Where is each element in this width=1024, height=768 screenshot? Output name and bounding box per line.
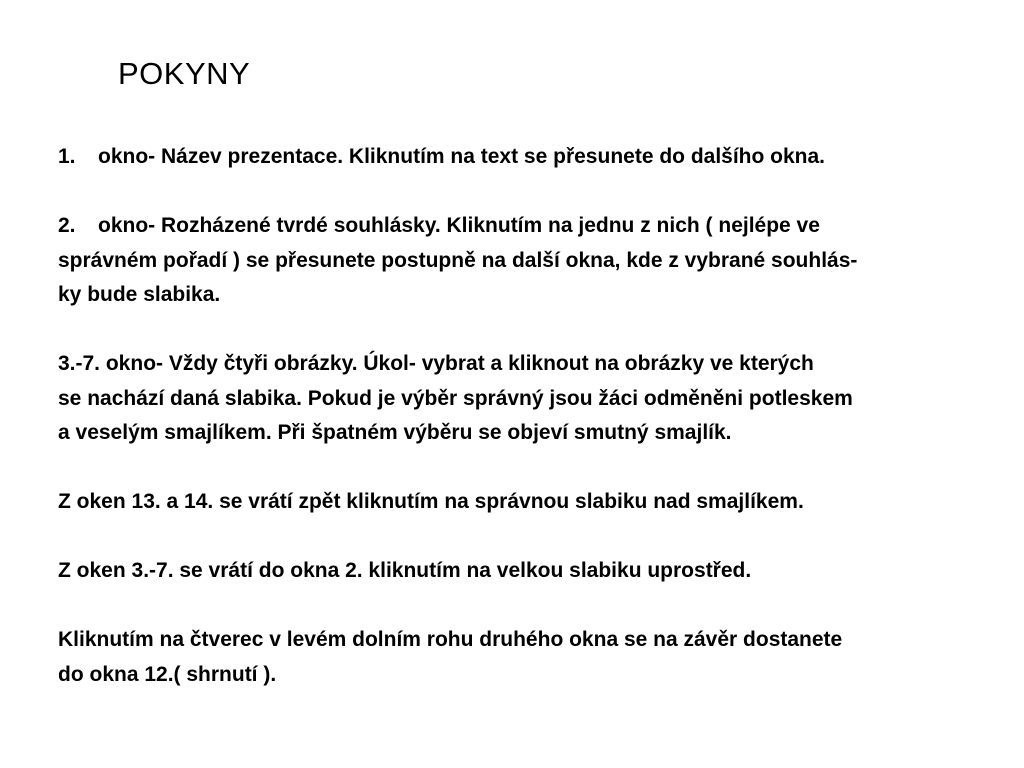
instruction-line: [58, 140, 1008, 175]
instruction-paragraph-3-7: [58, 347, 1008, 451]
slide-title: POKYNY: [118, 56, 251, 91]
instruction-paragraph-13-14: [58, 485, 1008, 520]
instruction-line: ky bude slabika.: [58, 283, 221, 306]
instruction-line: Kliknutím na čtverec v levém dolním rohu druhého okna se na závěr dostanete: [58, 628, 843, 651]
item-number: 1.: [58, 145, 76, 168]
instruction-line: 3.-7. okno- Vždy čtyři obrázky. Úkol- vybrat a kliknout na obrázky ve kterých: [58, 352, 814, 375]
instruction-line: správném pořadí ) se přesunete postupně na další okna, kde z vybrané souhlás-: [58, 248, 858, 272]
instruction-line: Z oken 3.-7. se vrátí do okna 2. kliknutím na velkou slabiku uprostřed.: [58, 559, 752, 582]
instruction-line: se nachází daná slabika. Pokud je výběr správný jsou žáci odměněni potleskem: [58, 386, 853, 410]
instruction-paragraph-summary: [58, 623, 1008, 692]
spacer: [58, 520, 1008, 555]
spacer: [58, 589, 1008, 624]
item-text: okno- Název prezentace. Kliknutím na text se přesunete do dalšího okna.: [98, 145, 826, 168]
instruction-line: Z oken 13. a 14. se vrátí zpět kliknutím na správnou slabiku nad smajlíkem.: [58, 490, 804, 513]
instruction-line: a veselým smajlíkem. Při špatném výběru se objeví smutný smajlík.: [58, 421, 732, 444]
instruction-paragraph-return: [58, 554, 1008, 589]
spacer: [58, 451, 1008, 486]
item-number: 2.: [58, 214, 76, 237]
instruction-item-2: [58, 209, 1008, 313]
spacer: [58, 313, 1008, 348]
spacer: [58, 175, 1008, 210]
instruction-line: [58, 209, 1008, 244]
instructions-body: [58, 140, 1008, 692]
instruction-item-1: [58, 140, 1008, 175]
instruction-line: do okna 12.( shrnutí ).: [58, 662, 277, 686]
item-text: okno- Rozházené tvrdé souhlásky. Kliknutím na jednu z nich ( nejlépe ve: [98, 214, 820, 237]
